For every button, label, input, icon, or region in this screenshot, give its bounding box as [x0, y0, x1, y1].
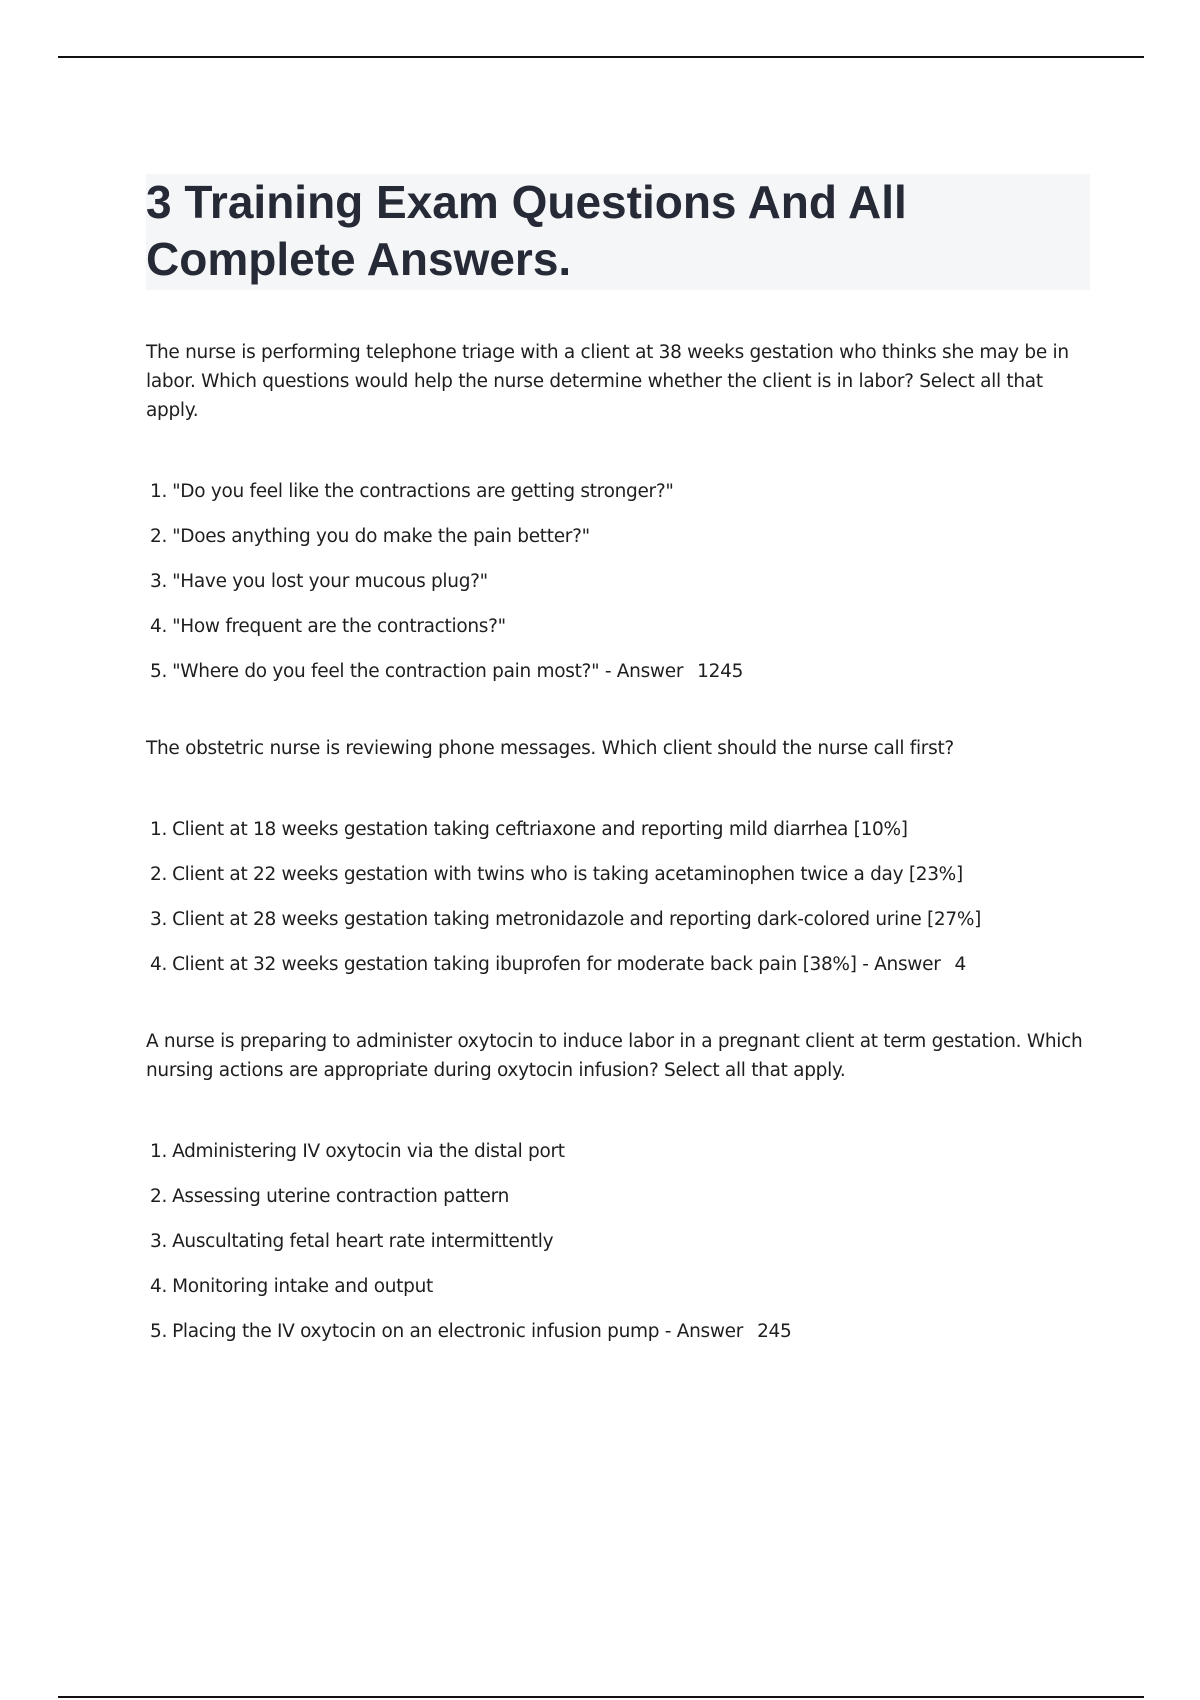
- option-text: Client at 32 weeks gestation taking ibuprofen for moderate back pain [38%] - Answer: [172, 954, 941, 975]
- option-number: 1.: [150, 1141, 168, 1162]
- option-text: "Have you lost your mucous plug?": [172, 571, 488, 592]
- option-item: [150, 660, 1090, 684]
- option-number: 3.: [150, 1231, 168, 1252]
- question-text: The obstetric nurse is reviewing phone messages. Which client should the nurse call first?: [146, 738, 954, 759]
- option-item: [150, 1140, 1090, 1164]
- question-text: The nurse is performing telephone triage with a client at 38 weeks gestation who thinks she may be in labor. Which questions would help the nurse determine whether the client is in labor? Select all that apply.: [146, 342, 1069, 421]
- option-item: [150, 1275, 1090, 1299]
- option-number: 3.: [150, 909, 168, 930]
- option-text: "Where do you feel the contraction pain most?" - Answer: [172, 661, 684, 682]
- option-text: Monitoring intake and output: [172, 1276, 433, 1297]
- option-item: [150, 818, 1090, 842]
- page-title: 3 Training Exam Questions And All Complete Answers.: [146, 176, 907, 285]
- question-block-2: [146, 734, 1090, 977]
- option-item: [150, 908, 1090, 932]
- option-item: [150, 1230, 1090, 1254]
- option-item: [150, 525, 1090, 549]
- option-item: [150, 1185, 1090, 1209]
- option-number: 2.: [150, 1186, 168, 1207]
- option-number: 2.: [150, 526, 168, 547]
- option-number: 5.: [150, 1321, 168, 1342]
- option-text: "Do you feel like the contractions are getting stronger?": [172, 481, 674, 502]
- option-text: "Does anything you do make the pain better?": [172, 526, 590, 547]
- option-text: Administering IV oxytocin via the distal port: [172, 1141, 565, 1162]
- option-text: Client at 22 weeks gestation with twins who is taking acetaminophen twice a day [23%]: [172, 864, 963, 885]
- document-body: [146, 174, 1090, 1394]
- question-text: A nurse is preparing to administer oxytocin to induce labor in a pregnant client at term gestation. Which nursing actions are appropriate during oxytocin infusion? Select all that apply.: [146, 1031, 1083, 1081]
- option-text: Auscultating fetal heart rate intermittently: [172, 1231, 554, 1252]
- option-list: [146, 1140, 1090, 1344]
- option-text: Client at 28 weeks gestation taking metronidazole and reporting dark-colored urine [27%]: [172, 909, 982, 930]
- answer-key: 1245: [697, 661, 744, 682]
- top-rule: [58, 56, 1144, 58]
- option-number: 1.: [150, 481, 168, 502]
- option-number: 4.: [150, 616, 168, 637]
- option-item: [150, 953, 1090, 977]
- option-number: 2.: [150, 864, 168, 885]
- option-list: [146, 480, 1090, 684]
- title-box: [146, 174, 1090, 290]
- option-number: 5.: [150, 661, 168, 682]
- option-text: Client at 18 weeks gestation taking ceftriaxone and reporting mild diarrhea [10%]: [172, 819, 908, 840]
- option-text: Placing the IV oxytocin on an electronic infusion pump - Answer: [172, 1321, 744, 1342]
- option-item: [150, 1320, 1090, 1344]
- option-item: [150, 863, 1090, 887]
- option-item: [150, 615, 1090, 639]
- option-number: 4.: [150, 954, 168, 975]
- option-number: 1.: [150, 819, 168, 840]
- answer-key: 245: [757, 1321, 792, 1342]
- answer-key: 4: [954, 954, 966, 975]
- option-number: 4.: [150, 1276, 168, 1297]
- bottom-rule: [58, 1696, 1144, 1698]
- option-number: 3.: [150, 571, 168, 592]
- option-text: Assessing uterine contraction pattern: [172, 1186, 510, 1207]
- option-item: [150, 480, 1090, 504]
- option-list: [146, 818, 1090, 977]
- question-block-1: [146, 338, 1090, 684]
- option-item: [150, 570, 1090, 594]
- question-block-3: [146, 1027, 1090, 1344]
- option-text: "How frequent are the contractions?": [172, 616, 506, 637]
